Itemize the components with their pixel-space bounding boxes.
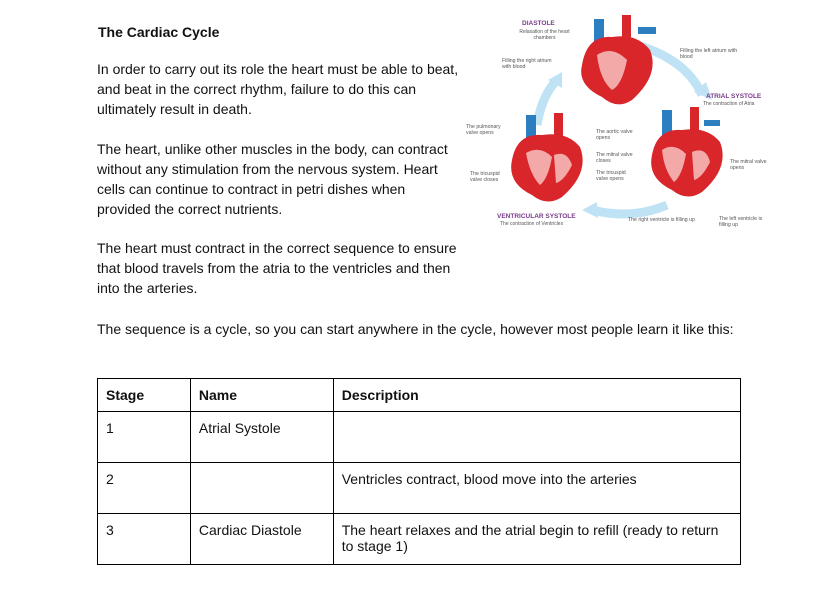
cell-description <box>333 412 740 463</box>
cell-description: Ventricles contract, blood move into the arteries <box>333 463 740 514</box>
document-title: The Cardiac Cycle <box>98 24 220 40</box>
paragraph-sequence: The heart must contract in the correct sequence to ensure that blood travels from the atria to the ventricles and then into the arteries. <box>97 240 457 296</box>
paragraph-cycle: The sequence is a cycle, so you can start anywhere in the cycle, however most people learn it like this: <box>97 321 734 337</box>
paragraph-intro: In order to carry out its role the heart must be able to beat, and beat in the correct rhythm, failure to do this can ultimately result in death. <box>97 61 459 117</box>
header-stage: Stage <box>98 379 191 412</box>
atrial-systole-subheading: The contraction of Atria <box>703 101 755 107</box>
cell-description: The heart relaxes and the atrial begin to refill (ready to return to stage 1) <box>333 514 740 565</box>
atrial-systole-heading: ATRIAL SYSTOLE <box>706 93 762 100</box>
table-row <box>98 463 741 514</box>
label-filling-left-atrium: Filling the left atrium with blood <box>680 48 738 60</box>
cell-stage: 3 <box>98 514 191 565</box>
diastole-subheading: Relaxation of the heart chambers <box>519 29 570 41</box>
cell-name <box>190 463 333 514</box>
heart-atrial-systole <box>651 107 722 197</box>
heart-ventricular-systole <box>511 113 582 202</box>
cardiac-cycle-diagram <box>462 10 777 230</box>
label-mitral-opens: The mitral valve opens <box>730 159 767 171</box>
label-left-ventricle-filling: The left ventricle is filling up <box>719 216 763 228</box>
cycle-illustration <box>462 10 777 230</box>
header-description: Description <box>333 379 740 412</box>
header-name: Name <box>190 379 333 412</box>
cell-name: Cardiac Diastole <box>190 514 333 565</box>
stages-table <box>97 378 741 565</box>
heart-diastole <box>581 15 656 104</box>
ventricular-systole-subheading: The contraction of Ventricles <box>500 221 564 227</box>
table-header-row <box>98 379 741 412</box>
diastole-heading: DIASTOLE <box>522 20 555 27</box>
ventricular-systole-heading: VENTRICULAR SYSTOLE <box>497 213 576 220</box>
cell-name: Atrial Systole <box>190 412 333 463</box>
cell-stage: 1 <box>98 412 191 463</box>
label-aortic-valve: The aortic valve opens <box>596 129 633 141</box>
table-row <box>98 412 741 463</box>
label-tricuspid-closes: The tricuspid valve closes <box>470 171 500 183</box>
label-pulmonary-valve: The pulmonary valve opens <box>466 124 501 136</box>
label-tricuspid-opens: The tricuspid valve opens <box>596 170 626 182</box>
table-row <box>98 514 741 565</box>
cycle-arrow-bottom <box>592 205 667 214</box>
label-filling-right-atrium: Filling the right atrium with blood <box>502 58 552 70</box>
cell-stage: 2 <box>98 463 191 514</box>
label-mitral-closes: The mitral valve closes <box>596 152 633 164</box>
paragraph-contraction: The heart, unlike other muscles in the body, can contract without any stimulation from the nervous system. Heart cells can continue to contract in petri dishes when provided the correct nutrients. <box>97 141 448 217</box>
label-right-ventricle-filling: The right ventricle is filling up <box>628 217 695 223</box>
cycle-arrow-head-2 <box>582 202 598 218</box>
